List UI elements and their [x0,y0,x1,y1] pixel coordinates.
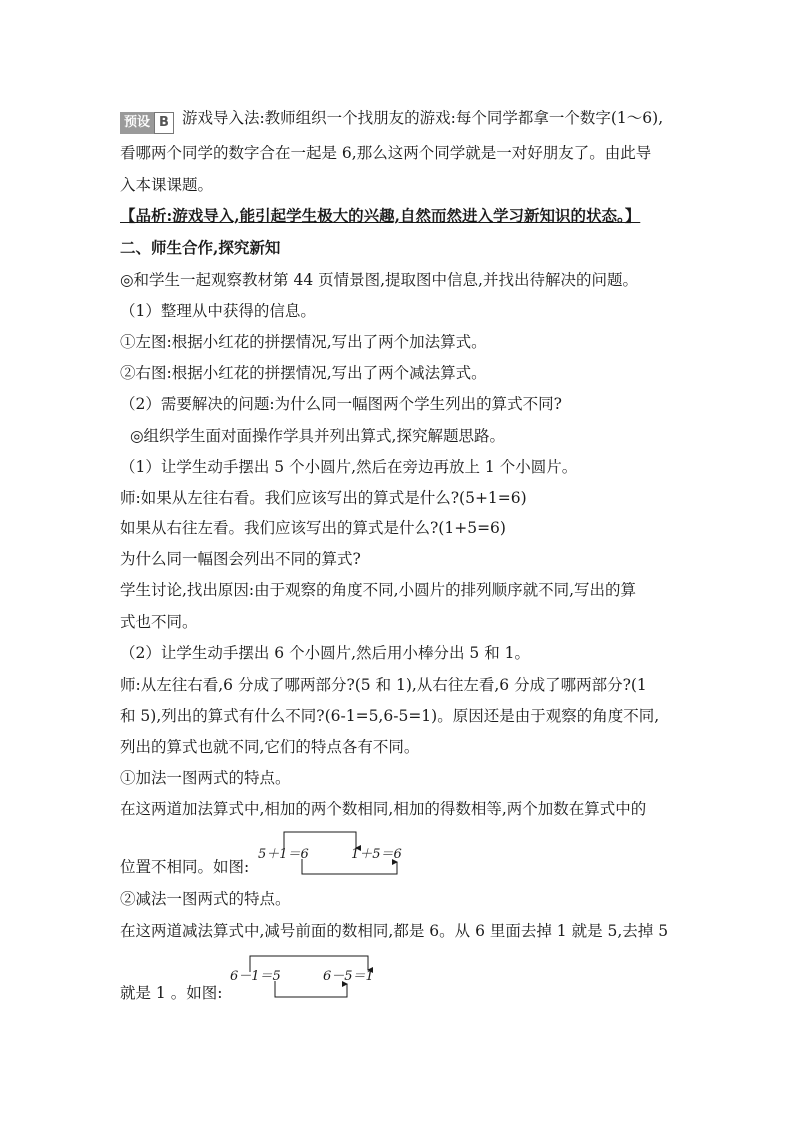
preset-line [120,108,663,134]
section-heading: 二、师生合作,探究新知 [120,238,281,257]
paragraph-line: ◎组织学生面对面操作学具并列出算式,探究解题思路。 [130,427,505,445]
subtraction-diagram [228,952,388,1004]
paragraph-line: 位置不相同。如图: [120,858,250,876]
paragraph-line: （2）需要解决的问题:为什么同一幅图两个学生列出的算式不同? [120,395,562,413]
paragraph-line: 在这两道减法算式中,减号前面的数相同,都是 6。从 6 里面去掉 1 就是 5,去掉 5 [120,922,669,940]
paragraph-line: （2）让学生动手摆出 6 个小圆片,然后用小棒分出 5 和 1。 [120,644,531,662]
paragraph-line: （1）让学生动手摆出 5 个小圆片,然后在旁边再放上 1 个小圆片。 [120,458,578,476]
paragraph-line: ①左图:根据小红花的拼摆情况,写出了两个加法算式。 [120,333,487,351]
paragraph-line: ②减法一图两式的特点。 [120,890,291,908]
paragraph-line: ①加法一图两式的特点。 [120,769,291,787]
paragraph-line: 和 5),列出的算式有什么不同?(6-1=5,6-5=1)。原因还是由于观察的角度不同, [120,707,660,725]
paragraph-line: 列出的算式也就不同,它们的特点各有不同。 [120,738,420,756]
paragraph-line: （1）整理从中获得的信息。 [120,302,316,320]
paragraph-line: 就是 1 。如图: [120,984,223,1002]
intro-text: 游戏导入法:教师组织一个找朋友的游戏:每个同学都拿一个数字(1～6), [181,109,664,127]
paragraph-line: 为什么同一幅图会列出不同的算式? [120,550,361,568]
paragraph-line: 师:从左往右看,6 分成了哪两部分?(5 和 1),从右往左看,6 分成了哪两部分?(1 [120,676,647,694]
equation-right: 1＋5＝6 [351,847,402,862]
paragraph-line: 在这两道加法算式中,相加的两个数相同,相加的得数相等,两个加数在算式中的 [120,800,647,818]
equation-right: 6－5＝1 [323,969,374,984]
paragraph-line: 如果从右往左看。我们应该写出的算式是什么?(1+5=6) [120,519,506,537]
paragraph-line: 学生讨论,找出原因:由于观察的角度不同,小圆片的排列顺序就不同,写出的算 [120,581,637,599]
analysis-note: 【品析:游戏导入,能引起学生极大的兴趣,自然而然进入学习新知识的状态。】 [120,206,641,225]
preset-badge: 预设 B [120,112,174,134]
addition-diagram [255,826,415,882]
paragraph-line: 入本课课题。 [120,176,214,194]
equation-left: 6－1＝5 [230,969,281,984]
equation-left: 5＋1＝6 [258,847,309,862]
paragraph-line: 看哪两个同学的数字合在一起是 6,那么这两个同学就是一对好朋友了。由此导 [120,144,652,162]
paragraph-line: 式也不同。 [120,613,198,631]
paragraph-line: ②右图:根据小红花的拼摆情况,写出了两个减法算式。 [120,364,487,382]
paragraph-line: 师:如果从左往右看。我们应该写出的算式是什么?(5+1=6) [120,489,527,507]
paragraph-line: ◎和学生一起观察教材第 44 页情景图,提取图中信息,并找出待解决的问题。 [120,271,638,289]
